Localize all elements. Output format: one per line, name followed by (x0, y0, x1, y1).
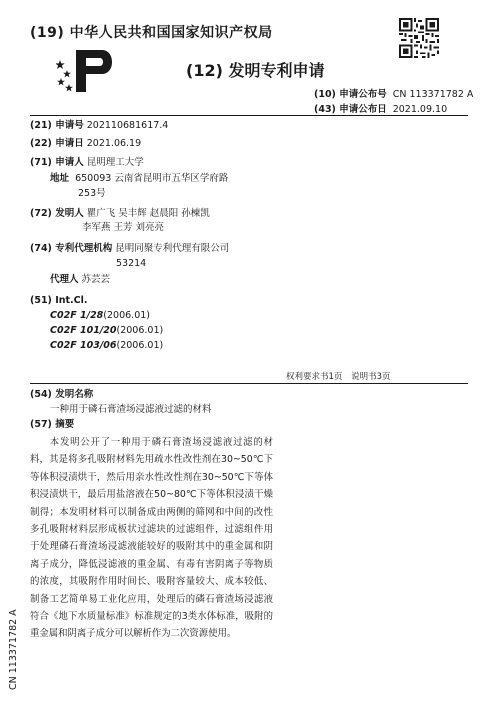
patent-agency-code: 53214 (116, 258, 147, 269)
invention-title-label: (54) 发明名称 (30, 389, 94, 400)
publication-date (314, 101, 447, 115)
patent-agency (30, 242, 229, 255)
ipc-version: (2006.01) (116, 340, 164, 351)
section-divider (30, 383, 468, 384)
publication-number-label: (10) 申请公布号 (314, 89, 387, 100)
patent-agent-value: 苏芸芸 (81, 274, 111, 285)
address-line-1: 650093 云南省昆明市五华区学府路 (75, 173, 229, 184)
cnipa-logo-icon (56, 46, 116, 96)
applicant (30, 156, 144, 169)
address-line-2: 253号 (78, 188, 106, 199)
filing-date-value: 2021.06.19 (86, 138, 142, 149)
abstract-label: (57) 摘要 (30, 419, 75, 430)
filing-date-label: (22) 申请日 (30, 138, 84, 149)
ipc-version: (2006.01) (103, 310, 150, 321)
filing-date (30, 137, 141, 150)
abstract-body: 本发明公开了一种用于磷石膏渣场浸滤液过滤的材料，其是将多孔吸附材料先用疏水性改性剂在30~50℃下等体积浸渍烘干，然后用亲水性改性剂在30~50℃下等体积浸渍烘干，最后用盐溶液在50~80℃下等体积浸渍干燥制得；本发明材料可以制备成由两侧的筛网和中间的改性多孔吸附材料层形成板状过滤块的过滤组件，过滤组件用于处理磷石膏渣场浸滤液能较好的吸附其中的重金属和阴离子成分，降低浸滤液的重金属、有毒有害阴离子等物质的浓度，其吸附作用时间长、吸附容量较大、成本较低、制备工艺简单易工业化应用，处理后的磷石膏渣场浸滤液符合《地下水质量标准》标准规定的3类水体标准，吸附的重金属和阴离子成分可以解析作为二次资源使用。 (30, 437, 273, 640)
application-number-label: (21) 申请号 (30, 120, 84, 131)
publication-date-label: (43) 申请公布日 (314, 104, 387, 115)
patent-agency-label: (74) 专利代理机构 (30, 243, 113, 254)
ipc-code: C02F 103/06 (50, 340, 117, 351)
inventors-line-2: 李军燕 王芳 刘亮亮 (82, 222, 165, 233)
application-number-value: 202110681617.4 (86, 120, 169, 131)
ipc-code: C02F 101/20 (50, 325, 117, 336)
address-label: 地址 (50, 173, 70, 184)
ipc-code: C02F 1/28 (50, 310, 104, 321)
page-count-info: 权利要求书1页 说明书3页 (286, 372, 391, 382)
patent-agency-value: 昆明同聚专利代理有限公司 (115, 243, 230, 254)
ipc-classification-row (50, 340, 163, 351)
address (50, 172, 228, 185)
patent-agent-label: 代理人 (50, 274, 79, 285)
publication-number-value: CN 113371782 A (392, 89, 474, 100)
office-name: (19) 中华人民共和国国家知识产权局 (30, 25, 273, 41)
abstract-text (30, 434, 273, 643)
publication-date-value: 2021.09.10 (392, 104, 448, 115)
inventors-label: (72) 发明人 (30, 208, 84, 219)
application-number (30, 119, 168, 132)
header-divider (30, 115, 468, 116)
publication-number (314, 86, 473, 100)
applicant-label: (71) 申请人 (30, 157, 84, 168)
ipc-version: (2006.01) (116, 325, 164, 336)
side-publication-number: CN 113371782 A (8, 609, 19, 690)
inventors (30, 207, 210, 220)
document-type: (12) 发明专利申请 (186, 61, 325, 80)
ipc-label: (51) Int.Cl. (30, 295, 88, 306)
inventors-line-1: 瞿广飞 吴丰辉 赵晨阳 孙楝凯 (86, 208, 210, 219)
invention-title: 一种用于磷石膏渣场浸滤液过滤的材料 (50, 404, 212, 415)
patent-agent (50, 273, 110, 286)
qr-code-icon (399, 18, 439, 58)
ipc-classification-row (50, 325, 163, 336)
ipc-classification-row (50, 310, 150, 321)
applicant-value: 昆明理工大学 (86, 157, 144, 168)
